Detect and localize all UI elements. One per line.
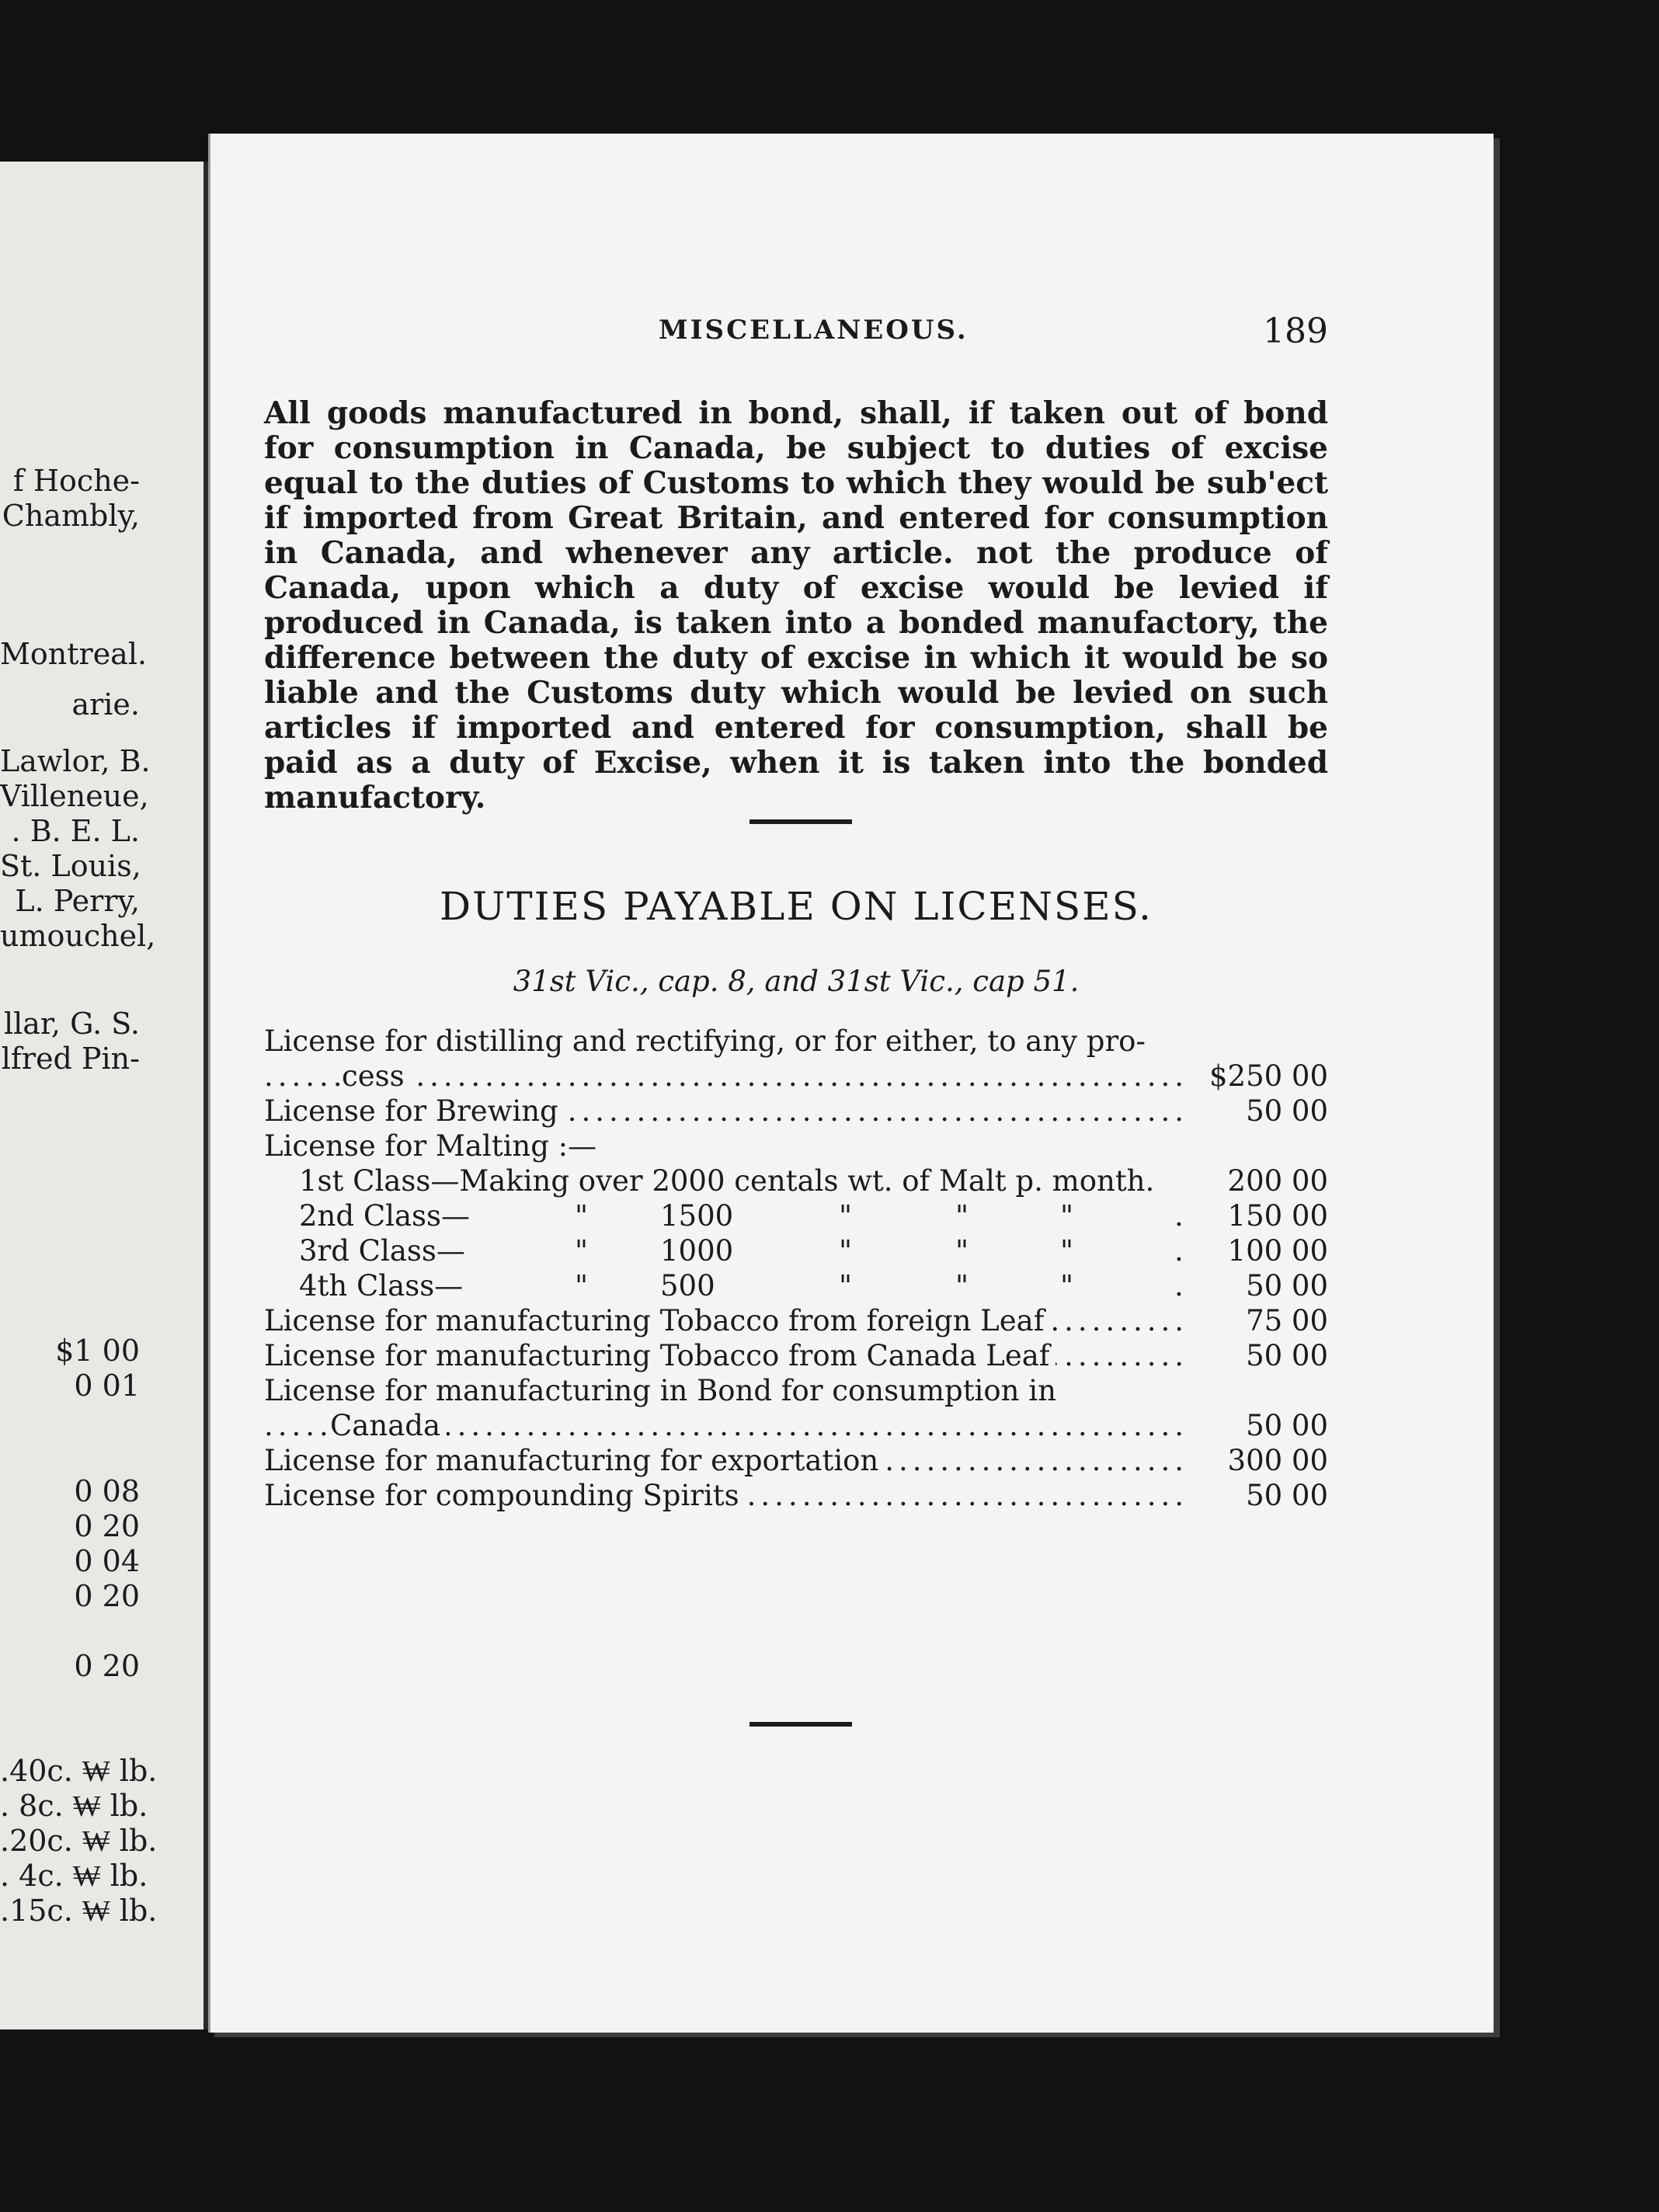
license-amount: 50 00 — [1246, 1269, 1328, 1303]
license-row — [264, 1163, 1328, 1198]
left-page-fragment: 0 01 — [74, 1369, 140, 1403]
ditto-mark: " — [839, 1234, 853, 1268]
left-page-fragment: . B. E. L. — [11, 814, 140, 848]
section-title: DUTIES PAYABLE ON LICENSES. — [440, 884, 1153, 929]
license-fee-table — [264, 1024, 1328, 1513]
license-amount: 100 00 — [1227, 1234, 1328, 1268]
left-page-fragment: 0 04 — [74, 1544, 140, 1578]
license-amount: 75 00 — [1246, 1304, 1328, 1337]
page-number: 189 — [1263, 311, 1328, 351]
license-row — [264, 1198, 1328, 1233]
left-page-fragment: arie. — [71, 687, 140, 722]
license-row — [264, 1233, 1328, 1268]
left-page-fragment: .15c. ₩ lb. — [0, 1894, 158, 1928]
left-page-fragment: L. Perry, — [15, 884, 140, 918]
license-description: License for manufacturing Tobacco from foreign Leaf — [264, 1303, 1050, 1338]
malt-quantity: 500 — [660, 1269, 715, 1303]
left-page-fragment: 0 20 — [74, 1579, 140, 1613]
license-amount: 50 00 — [1246, 1339, 1328, 1372]
license-description: License for Malting :— — [264, 1129, 597, 1163]
license-amount: 300 00 — [1227, 1444, 1328, 1477]
license-row — [264, 1094, 1328, 1129]
ditto-mark: " — [1060, 1199, 1074, 1233]
license-description: 3rd Class— — [299, 1234, 465, 1268]
ditto-mark: " — [839, 1269, 853, 1303]
left-page-fragment: Lawlor, B. — [0, 744, 151, 778]
license-amount: $250 00 — [1209, 1059, 1328, 1093]
license-description: License for manufacturing Tobacco from Canada Leaf — [264, 1338, 1056, 1373]
ditto-mark: " — [1060, 1269, 1074, 1303]
license-description: License for distilling and rectifying, or for either, to any pro- — [264, 1024, 1146, 1058]
left-page-fragment: Villeneue, — [0, 779, 149, 813]
license-row — [264, 1303, 1328, 1338]
license-row — [264, 1443, 1328, 1478]
left-page-fragment: 0 20 — [74, 1509, 140, 1543]
ditto-mark: " — [575, 1269, 589, 1303]
license-description: License for Brewing — [264, 1094, 565, 1129]
left-page-fragment: 0 08 — [74, 1474, 140, 1508]
left-page-fragment: St. Louis, — [0, 849, 141, 883]
ditto-mark: " — [575, 1199, 589, 1233]
license-amount: 150 00 — [1227, 1199, 1328, 1233]
left-page-fragment: .20c. ₩ lb. — [0, 1824, 158, 1858]
license-description: Canada — [330, 1408, 447, 1443]
license-row — [264, 1478, 1328, 1513]
ditto-mark: " — [839, 1199, 853, 1233]
license-amount: 50 00 — [1246, 1479, 1328, 1512]
ditto-mark: " — [575, 1234, 589, 1268]
license-description: License for manufacturing in Bond for consumption in — [264, 1374, 1056, 1407]
license-row — [264, 1408, 1328, 1443]
end-divider-rule — [750, 1722, 852, 1727]
left-page-fragment: .40c. ₩ lb. — [0, 1754, 158, 1788]
license-amount: 50 00 — [1246, 1409, 1328, 1442]
license-row — [264, 1059, 1328, 1094]
left-page-fragment: 0 20 — [74, 1649, 140, 1683]
page-header — [472, 311, 1328, 358]
left-page-fragment: llar, G. S. — [3, 1007, 140, 1041]
trailing-dot: . — [1174, 1234, 1184, 1268]
malt-quantity: 1000 — [660, 1234, 734, 1268]
license-description: cess — [342, 1059, 411, 1094]
left-page-fragment: Chambly, — [2, 499, 140, 533]
ditto-mark: " — [955, 1199, 969, 1233]
trailing-dot: . — [1174, 1199, 1184, 1233]
left-page-fragment: $1 00 — [55, 1334, 140, 1368]
license-description: License for manufacturing for exportation — [264, 1443, 885, 1478]
left-page — [0, 162, 207, 2029]
license-row — [264, 1129, 1328, 1163]
left-page-fragment: umouchel, — [0, 919, 156, 953]
statute-citation: 31st Vic., cap. 8, and 31st Vic., cap 51. — [513, 965, 1080, 998]
section-divider-rule — [750, 819, 852, 824]
trailing-dot: . — [1174, 1269, 1184, 1303]
ditto-mark: " — [1060, 1234, 1074, 1268]
left-page-fragment: Montreal. — [0, 637, 148, 671]
malt-quantity: 1500 — [660, 1199, 734, 1233]
license-row — [264, 1024, 1328, 1059]
license-description: License for compounding Spirits — [264, 1478, 746, 1513]
license-description: 2nd Class— — [299, 1199, 470, 1233]
ditto-mark: " — [955, 1269, 969, 1303]
license-row — [264, 1338, 1328, 1373]
left-page-fragment: lfred Pin- — [1, 1042, 140, 1076]
left-page-fragment: . 8c. ₩ lb. — [0, 1789, 148, 1823]
license-row — [264, 1268, 1328, 1303]
license-row — [264, 1373, 1328, 1408]
body-paragraph: All goods manufactured in bond, shall, if taken out of bond for consumption in Canada, be subject to duties of excise equal to the duties of Customs to which they would be sub'ect if imported from Great Britain, and entered for consumption in Canada, and whenever any article. not the produce of Canada, upon which a duty of excise would be levied if produced in Canada, is taken into a bonded manufactory, the difference between the duty of excise in which it would be so liable and the Customs duty which would be levied on such articles if imported and entered for consumption, shall be paid as a duty of Excise, when it is taken into the bonded manufactory. — [264, 395, 1328, 816]
license-description: 1st Class—Making over 2000 centals wt. of Malt p. month. — [299, 1164, 1155, 1198]
ditto-mark: " — [955, 1234, 969, 1268]
left-page-fragment: f Hoche- — [12, 464, 140, 498]
license-amount: 50 00 — [1246, 1094, 1328, 1128]
license-description: 4th Class— — [299, 1269, 464, 1303]
left-page-fragment: . 4c. ₩ lb. — [0, 1859, 148, 1893]
running-title: MISCELLANEOUS. — [659, 315, 969, 346]
license-amount: 200 00 — [1227, 1164, 1328, 1198]
